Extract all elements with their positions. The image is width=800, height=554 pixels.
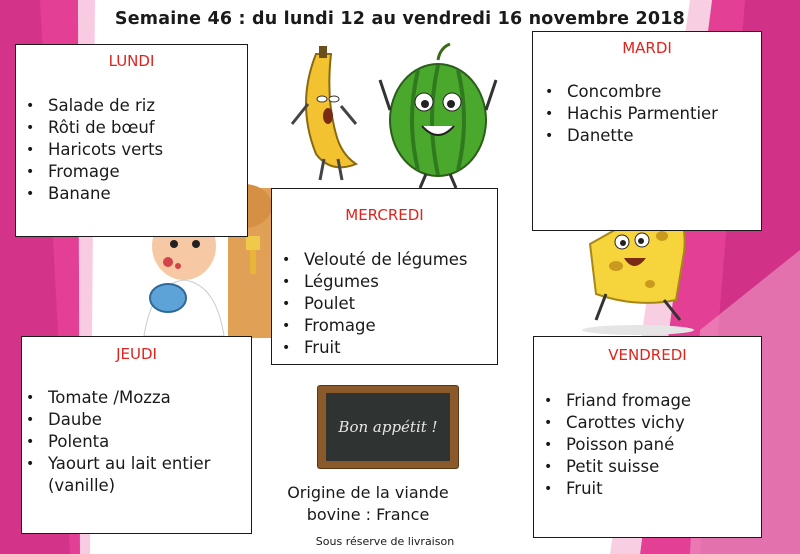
day-title-vendredi: VENDREDI xyxy=(608,346,687,364)
menu-list-lundi xyxy=(24,95,163,205)
menu-box-mercredi xyxy=(271,188,498,365)
list-item: • Fruit xyxy=(542,478,691,500)
origin-line-2: bovine : France xyxy=(306,505,430,524)
menu-box-jeudi xyxy=(21,336,252,534)
menu-box-lundi xyxy=(15,44,248,237)
watermelon-character xyxy=(378,40,498,190)
origin-line-1: Origine de la viande xyxy=(287,483,449,502)
menu-box-mardi xyxy=(532,31,762,231)
list-item: • Hachis Parmentier xyxy=(543,103,718,125)
footer-note: Sous réserve de livraison xyxy=(315,535,455,548)
list-item: • Polenta xyxy=(24,431,210,453)
list-item: • Salade de riz xyxy=(24,95,163,117)
day-title-mardi: MARDI xyxy=(622,39,672,57)
list-item: • Yaourt au lait entier xyxy=(24,453,210,475)
list-item: • Banane xyxy=(24,183,163,205)
list-item: • Légumes xyxy=(280,271,468,293)
menu-list-mardi xyxy=(543,81,718,147)
list-item: (vanille) xyxy=(48,476,116,495)
list-item: • Fromage xyxy=(280,315,468,337)
day-title-lundi: LUNDI xyxy=(108,52,155,70)
meat-origin-note xyxy=(278,482,458,526)
menu-list-vendredi xyxy=(542,390,691,500)
banana-character xyxy=(286,44,376,184)
list-item: • Tomate /Mozza xyxy=(24,387,210,409)
list-item: • Daube xyxy=(24,409,210,431)
list-item: • Danette xyxy=(543,125,718,147)
list-item: • Velouté de légumes xyxy=(280,249,468,271)
list-item: • Rôti de bœuf xyxy=(24,117,163,139)
list-item: • Petit suisse xyxy=(542,456,691,478)
list-item: • Haricots verts xyxy=(24,139,163,161)
chalkboard xyxy=(318,386,458,468)
list-item: • Poulet xyxy=(280,293,468,315)
list-item: • Poisson pané xyxy=(542,434,691,456)
list-item: • Friand fromage xyxy=(542,390,691,412)
list-item: • Carottes vichy xyxy=(542,412,691,434)
day-title-jeudi: JEUDI xyxy=(116,345,157,363)
list-item: • Fromage xyxy=(24,161,163,183)
menu-list-mercredi xyxy=(280,249,468,359)
menu-box-vendredi xyxy=(533,336,762,538)
chalkboard-text: Bon appétit ! xyxy=(338,418,438,436)
menu-list-jeudi xyxy=(24,387,210,497)
list-item: • Fruit xyxy=(280,337,468,359)
list-item: • Concombre xyxy=(543,81,718,103)
page-title: Semaine 46 : du lundi 12 au vendredi 16 novembre 2018 xyxy=(114,9,686,29)
day-title-mercredi: MERCREDI xyxy=(345,206,424,224)
chalkboard-surface xyxy=(326,393,450,461)
